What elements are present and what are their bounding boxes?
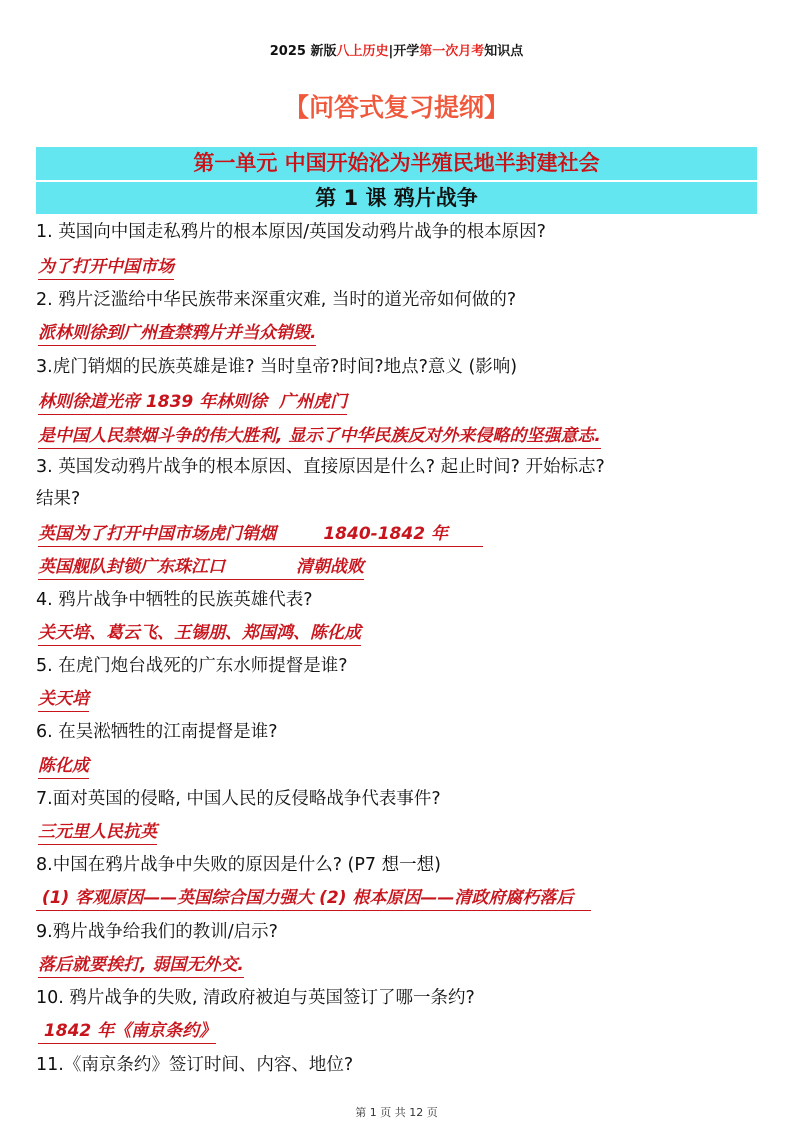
question-3: 3.虎门销烟的民族英雄是谁? 当时皇帝?时间?地点?意义 (影响) (36, 357, 518, 377)
question-6: 5. 在虎门炮台战死的广东水师提督是谁? (36, 656, 348, 676)
answer-2: 派林则徐到广州查禁鸦片并当众销毁. (38, 321, 316, 346)
lesson-heading: 第 1 课 鸦片战争 (36, 182, 757, 214)
question-9: 8.中国在鸦片战争中失败的原因是什么? (P7 想一想) (36, 855, 441, 875)
question-11: 10. 鸦片战争的失败, 清政府被迫与英国签订了哪一条约? (36, 988, 475, 1008)
unit-heading: 第一单元 中国开始沦为半殖民地半封建社会 (36, 147, 757, 180)
answer-7: 陈化成 (38, 754, 89, 779)
title-part-points: 知识点 (484, 44, 524, 59)
page-subtitle: 【问答式复习提纲】 (283, 93, 509, 122)
question-1: 1. 英国向中国走私鸦片的根本原因/英国发动鸦片战争的根本原因? (36, 222, 546, 242)
question-8: 7.面对英国的侵略, 中国人民的反侵略战争代表事件? (36, 789, 441, 809)
answer-10: 落后就要挨打, 弱国无外交. (38, 953, 244, 978)
question-5: 4. 鸦片战争中牺牲的民族英雄代表? (36, 590, 313, 610)
page-title (0, 40, 793, 59)
answer-3-line-2: 是中国人民禁烟斗争的伟大胜利, 显示了中华民族反对外来侵略的坚强意志. (38, 424, 601, 449)
question-4-cont: 结果? (36, 489, 81, 509)
answer-6: 关天培 (38, 687, 89, 712)
answer-8: 三元里人民抗英 (38, 820, 157, 845)
question-12: 11.《南京条约》签订时间、内容、地位? (36, 1055, 354, 1075)
answer-4-line-1: 英国为了打开中国市场虎门销烟 1840-1842 年 (38, 522, 483, 547)
question-4: 3. 英国发动鸦片战争的根本原因、直接原因是什么? 起止时间? 开始标志? (36, 457, 605, 477)
answer-9: (1) 客观原因——英国综合国力强大 (2) 根本原因——清政府腐朽落后 (36, 886, 591, 911)
question-7: 6. 在吴淞牺牲的江南提督是谁? (36, 722, 278, 742)
title-part-exam: 第一次月考 (419, 44, 485, 59)
title-part-subject: 八上历史 (336, 44, 389, 59)
answer-5: 关天培、葛云飞、王锡朋、郑国鸿、陈化成 (38, 621, 361, 646)
title-part-year: 2025 新版 (269, 44, 337, 59)
question-2: 2. 鸦片泛滥给中华民族带来深重灾难, 当时的道光帝如何做的? (36, 290, 517, 310)
answer-3-line-1: 林则徐道光帝 1839 年林则徐 广州虎门 (38, 390, 347, 415)
page-number: 第 1 页 共 12 页 (355, 1106, 438, 1119)
answer-4-line-2: 英国舰队封锁广东珠江口 清朝战败 (38, 555, 364, 580)
answer-11: 1842 年《南京条约》 (38, 1019, 216, 1044)
question-10: 9.鸦片战争给我们的教训/启示? (36, 922, 278, 942)
title-part-school: |开学 (388, 44, 420, 59)
answer-1: 为了打开中国市场 (38, 255, 174, 280)
